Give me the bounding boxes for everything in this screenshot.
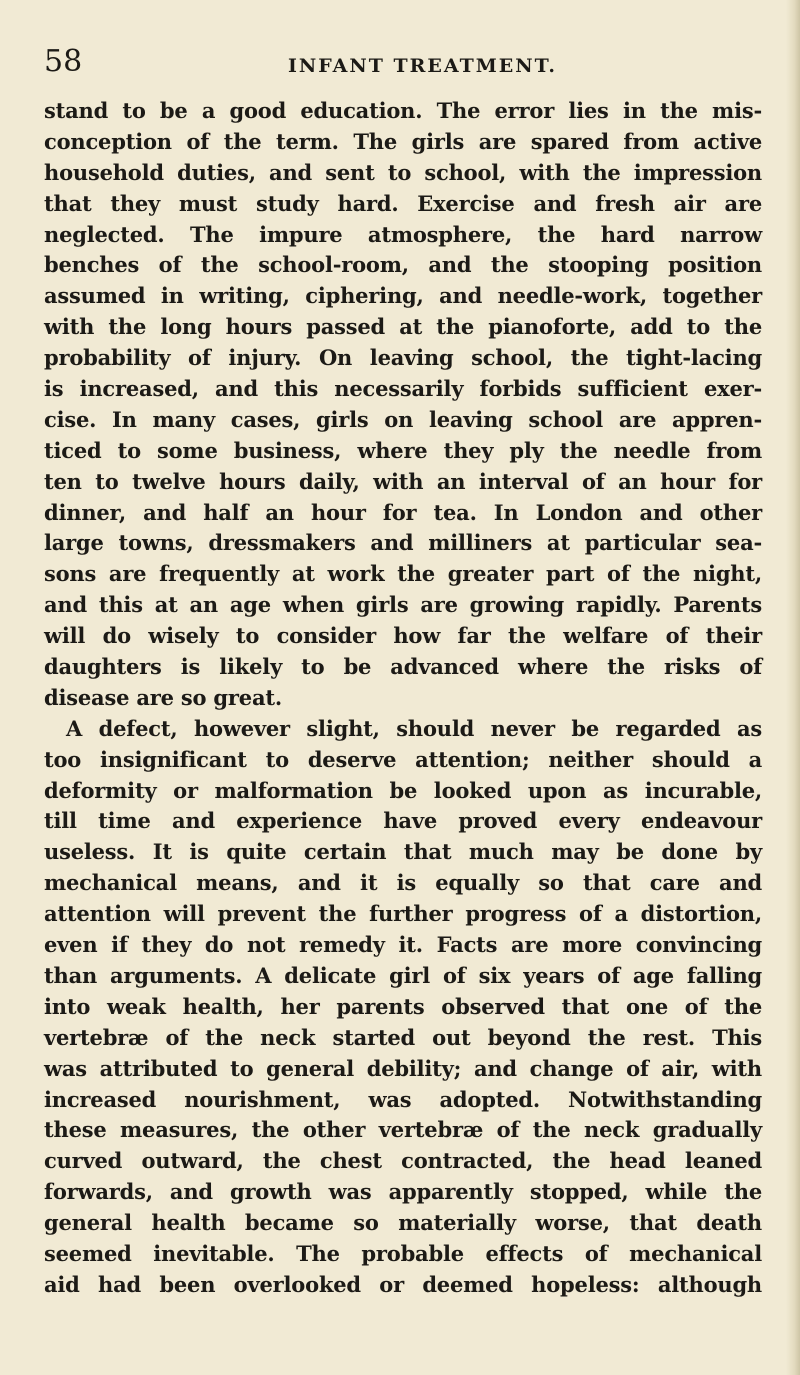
text-line: large towns, dressmakers and milliners at particular sea- <box>44 530 762 556</box>
text-line: till time and experience have proved every endeavour <box>44 808 762 834</box>
text-line: increased nourishment, was adopted. Notwithstanding <box>44 1086 762 1112</box>
text-line: is increased, and this necessarily forbids sufficient exer- <box>44 376 762 402</box>
page-header <box>40 42 760 82</box>
text-line: that they must study hard. Exercise and fresh air are <box>44 190 762 216</box>
text-line: than arguments. A delicate girl of six years of age falling <box>44 962 762 988</box>
text-line: neglected. The impure atmosphere, the hard narrow <box>44 221 762 247</box>
text-line: aid had been overlooked or deemed hopeless: although <box>44 1271 762 1297</box>
text-line: into weak health, her parents observed that one of the <box>44 993 762 1019</box>
body-text <box>44 96 762 1301</box>
text-line: curved outward, the chest contracted, the head leaned <box>44 1148 762 1174</box>
text-line: daughters is likely to be advanced where the risks of <box>44 654 762 680</box>
text-line: assumed in writing, ciphering, and needle-work, together <box>44 283 762 309</box>
text-line: sons are frequently at work the greater part of the night, <box>44 561 762 587</box>
text-line: with the long hours passed at the pianoforte, add to the <box>44 314 762 340</box>
paragraph-end-line: disease are so great. <box>44 684 282 710</box>
text-line: ten to twelve hours daily, with an interval of an hour for <box>44 468 762 494</box>
text-line: attention will prevent the further progress of a distortion, <box>44 901 762 927</box>
text-line: vertebræ of the neck started out beyond the rest. This <box>44 1024 762 1050</box>
text-line: household duties, and sent to school, with the impression <box>44 159 762 185</box>
text-line: probability of injury. On leaving school, the tight-lacing <box>44 345 762 371</box>
text-line: seemed inevitable. The probable effects of mechanical <box>44 1240 762 1266</box>
text-line: was attributed to general debility; and change of air, with <box>44 1055 762 1081</box>
text-line: ticed to some business, where they ply the needle from <box>44 437 762 463</box>
text-line: stand to be a good education. The error lies in the mis- <box>44 98 762 123</box>
text-line: these measures, the other vertebræ of the neck gradually <box>44 1117 762 1143</box>
text-line: and this at an age when girls are growing rapidly. Parents <box>44 592 762 618</box>
text-line: dinner, and half an hour for tea. In London and other <box>44 499 762 525</box>
text-line: will do wisely to consider how far the welfare of their <box>44 623 762 649</box>
page-edge-shadow <box>786 0 800 1375</box>
text-line: too insignificant to deserve attention; neither should a <box>44 746 762 772</box>
page-number: 58 <box>44 44 83 79</box>
text-line: useless. It is quite certain that much may be done by <box>44 839 762 865</box>
text-line: general health became so materially worse, that death <box>44 1210 762 1236</box>
text-line: cise. In many cases, girls on leaving school are appren- <box>44 406 762 432</box>
paragraph-start-line: A defect, however slight, should never be regarded as <box>66 715 762 741</box>
text-line: benches of the school-room, and the stooping position <box>44 252 762 278</box>
text-line: forwards, and growth was apparently stopped, while the <box>44 1179 762 1205</box>
text-line: conception of the term. The girls are spared from active <box>44 128 762 154</box>
text-line: even if they do not remedy it. Facts are more convincing <box>44 932 762 958</box>
running-head: INFANT TREATMENT. <box>288 55 557 77</box>
text-line: deformity or malformation be looked upon as incurable, <box>44 777 762 803</box>
text-line: mechanical means, and it is equally so that care and <box>44 870 762 896</box>
